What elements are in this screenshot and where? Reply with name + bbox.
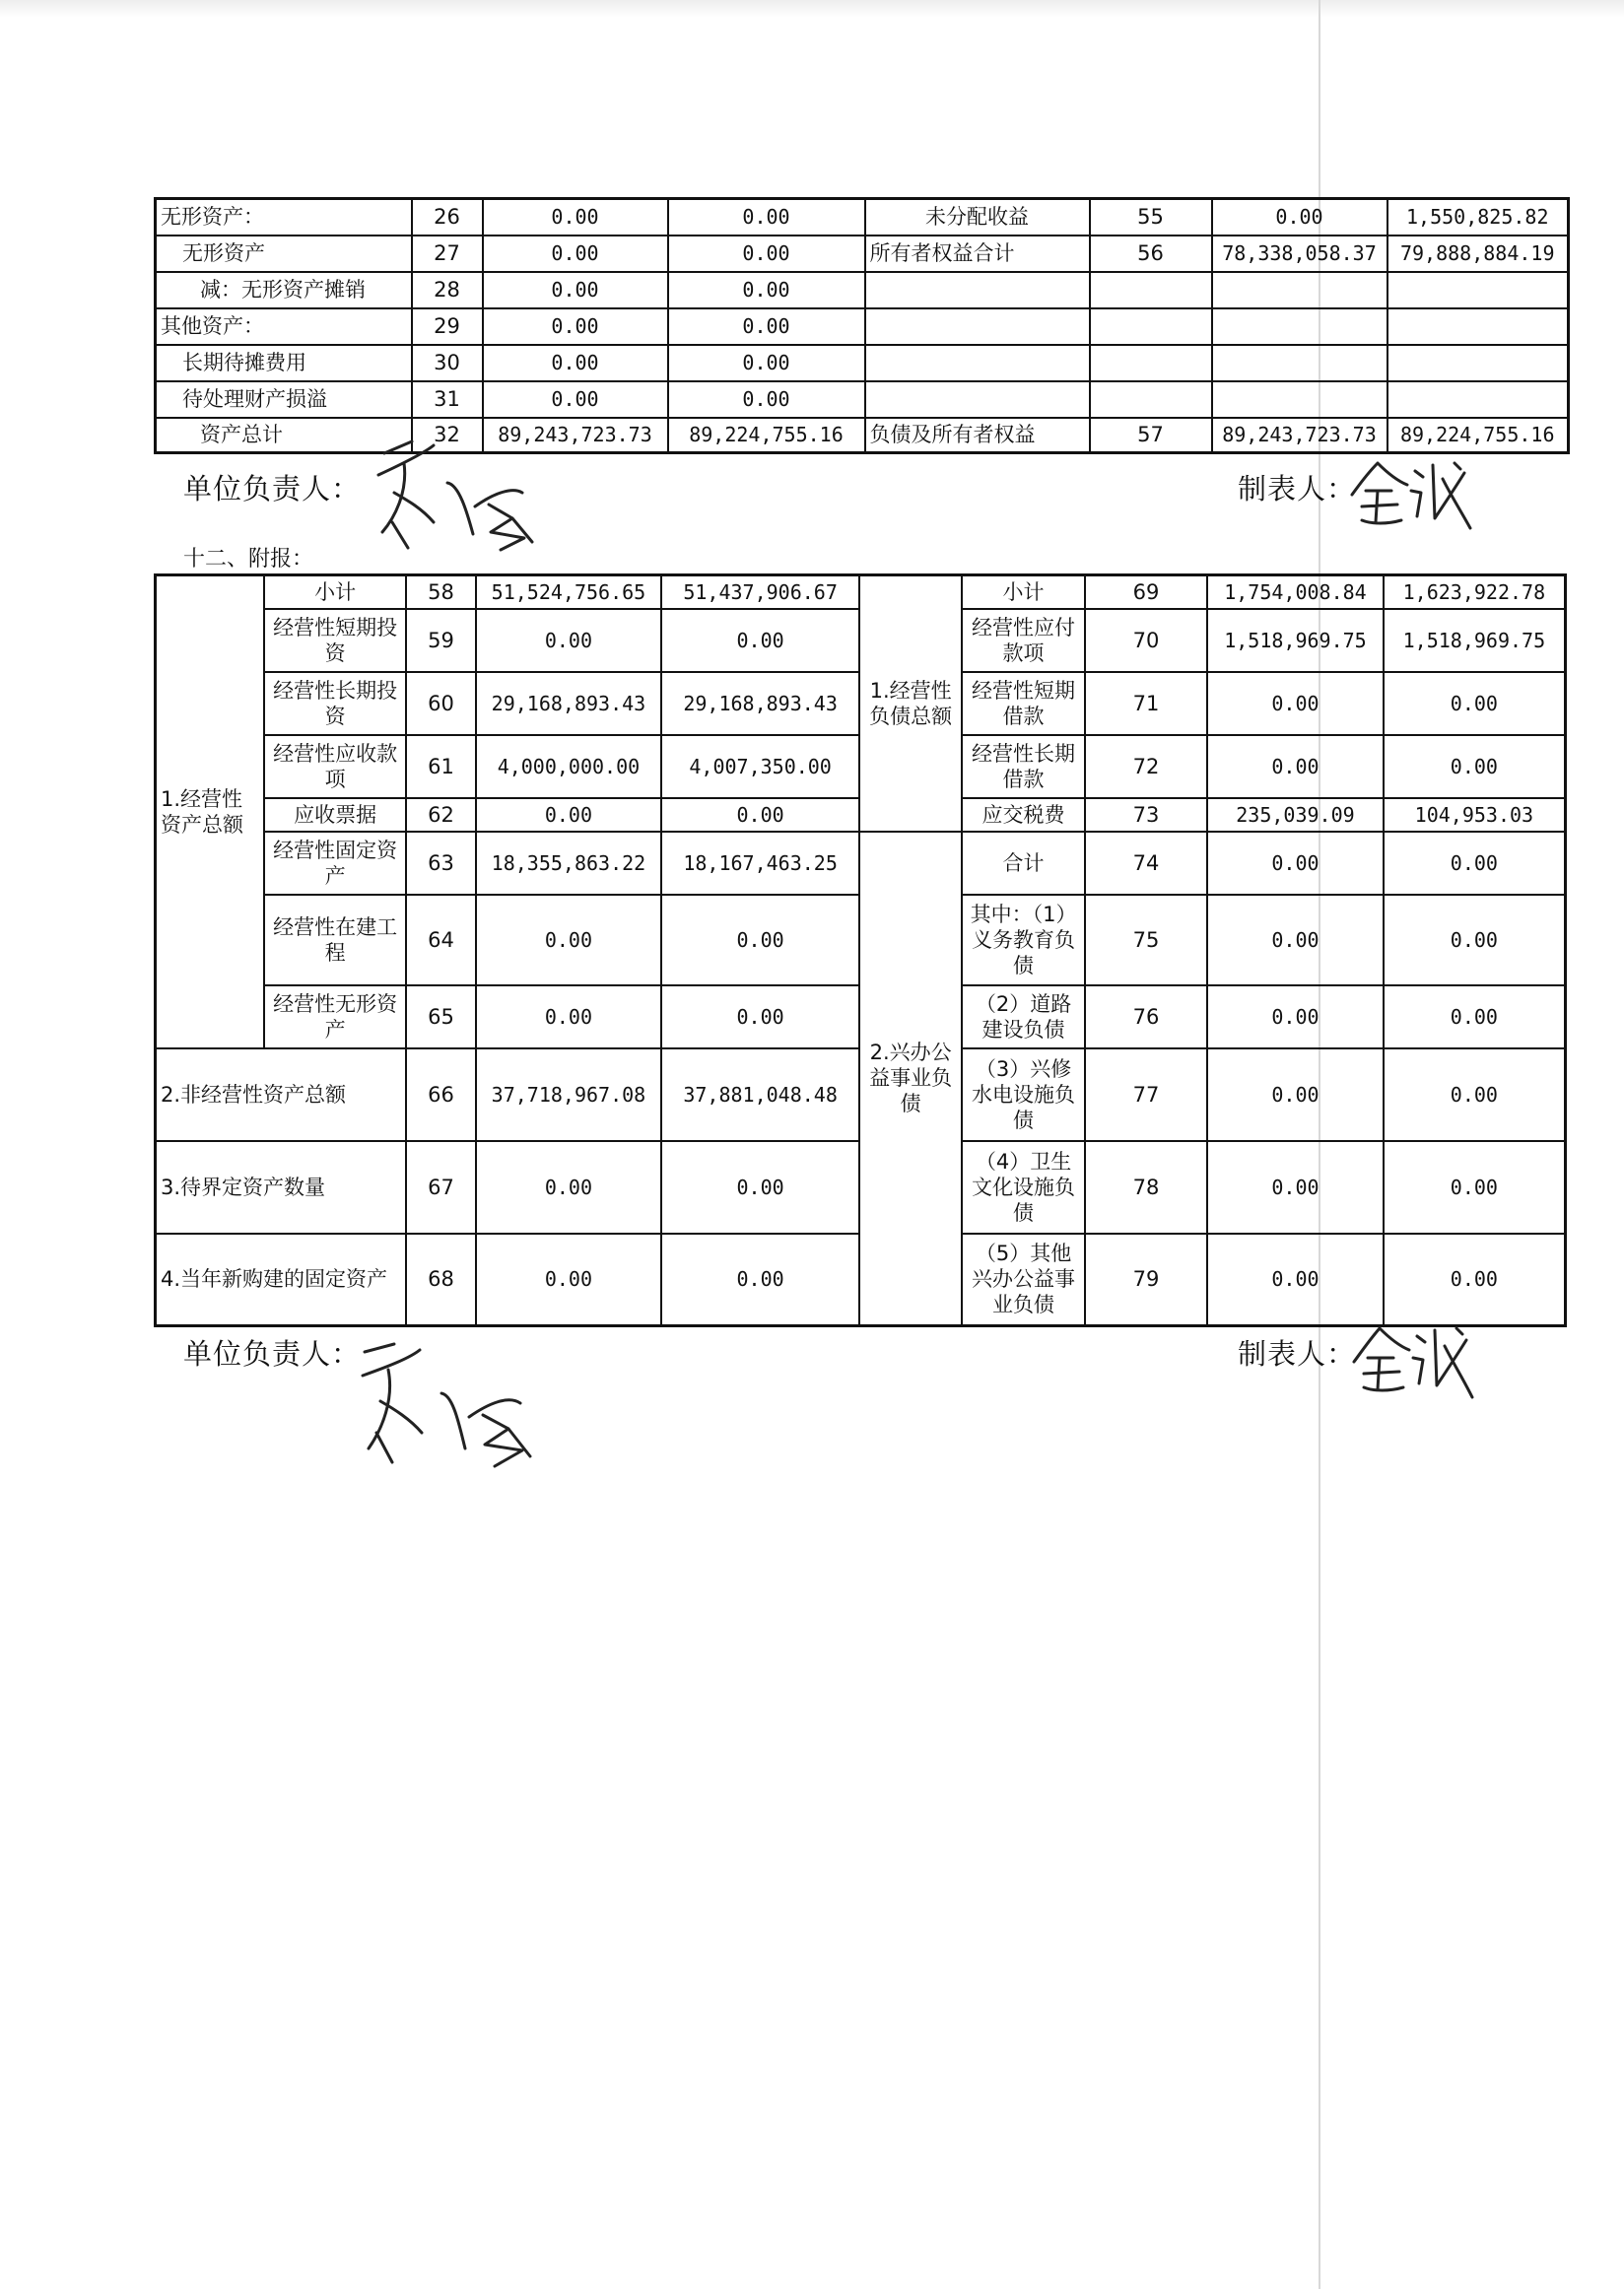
begin-value: 0.00	[483, 381, 668, 418]
line-number: 63	[406, 832, 475, 895]
line-number: 32	[412, 418, 483, 453]
row-item: 其他资产：	[156, 308, 412, 345]
end-value: 0.00	[1384, 895, 1566, 985]
row-item: 经营性长期投资	[264, 672, 407, 735]
preparer-label-2: 制表人：	[1238, 1337, 1357, 1371]
line-number: 70	[1085, 609, 1207, 672]
line-number: 76	[1085, 985, 1207, 1048]
line-number: 77	[1085, 1048, 1207, 1141]
end-value: 0.00	[668, 272, 865, 308]
line-number	[1090, 345, 1212, 381]
begin-value: 51,524,756.65	[476, 575, 662, 609]
begin-value: 0.00	[1207, 1048, 1384, 1141]
row-item: 经营性固定资产	[264, 832, 407, 895]
end-value: 0.00	[661, 895, 859, 985]
unit-head-signature-icon	[365, 424, 552, 557]
row-item: 2.非经营性资产总额	[156, 1048, 407, 1141]
table-row	[156, 345, 1569, 381]
end-value: 79,888,884.19	[1387, 236, 1569, 272]
begin-value: 0.00	[483, 236, 668, 272]
line-number: 78	[1085, 1141, 1207, 1234]
end-value: 0.00	[1384, 735, 1566, 798]
table-row	[156, 199, 1569, 236]
line-number: 65	[406, 985, 475, 1048]
line-number: 68	[406, 1234, 475, 1326]
end-value: 0.00	[668, 308, 865, 345]
operating-liabilities-group-label: 1.经营性负债总额	[859, 575, 962, 832]
begin-value: 0.00	[476, 609, 662, 672]
line-number: 30	[412, 345, 483, 381]
line-number: 27	[412, 236, 483, 272]
table-row	[156, 236, 1569, 272]
begin-value: 29,168,893.43	[476, 672, 662, 735]
line-number: 61	[406, 735, 475, 798]
end-value: 0.00	[1384, 1048, 1566, 1141]
row-item: 待处理财产损溢	[156, 381, 412, 418]
line-number: 62	[406, 798, 475, 832]
end-value: 1,518,969.75	[1384, 609, 1566, 672]
end-value: 0.00	[1384, 1234, 1566, 1326]
preparer-signature-icon	[1348, 455, 1476, 536]
end-value: 89,224,755.16	[1387, 418, 1569, 453]
begin-value: 0.00	[1207, 1141, 1384, 1234]
line-number: 66	[406, 1048, 475, 1141]
begin-value: 0.00	[483, 272, 668, 308]
row-item: 应收票据	[264, 798, 407, 832]
row-item: 3.待界定资产数量	[156, 1141, 407, 1234]
line-number: 67	[406, 1141, 475, 1234]
end-value: 51,437,906.67	[661, 575, 859, 609]
begin-value: 1,754,008.84	[1207, 575, 1384, 609]
begin-value: 89,243,723.73	[1212, 418, 1387, 453]
line-number: 74	[1085, 832, 1207, 895]
line-number	[1090, 308, 1212, 345]
end-value: 0.00	[1384, 672, 1566, 735]
begin-value: 89,243,723.73	[483, 418, 668, 453]
balance-sheet-table	[154, 197, 1570, 454]
appendix-title: 十二、附报：	[183, 547, 314, 572]
begin-value: 18,355,863.22	[476, 832, 662, 895]
line-number: 57	[1090, 418, 1212, 453]
end-value: 0.00	[668, 236, 865, 272]
end-value: 0.00	[668, 199, 865, 236]
begin-value: 0.00	[1212, 199, 1387, 236]
row-item: 减：无形资产摊销	[156, 272, 412, 308]
end-value: 0.00	[1384, 985, 1566, 1048]
end-value: 104,953.03	[1384, 798, 1566, 832]
table-row	[156, 575, 1566, 609]
row-item: （2）道路建设负债	[962, 985, 1084, 1048]
row-item: （4）卫生文化设施负债	[962, 1141, 1084, 1234]
begin-value: 37,718,967.08	[476, 1048, 662, 1141]
begin-value: 0.00	[483, 199, 668, 236]
begin-value: 0.00	[483, 345, 668, 381]
unit-head-label-2: 单位负责人：	[183, 1337, 362, 1371]
line-number	[1090, 381, 1212, 418]
begin-value	[1212, 308, 1387, 345]
row-item: 合计	[962, 832, 1084, 895]
end-value: 0.00	[668, 381, 865, 418]
line-number: 59	[406, 609, 475, 672]
end-value	[1387, 381, 1569, 418]
preparer-signature-2-icon	[1350, 1320, 1478, 1409]
end-value: 0.00	[661, 985, 859, 1048]
end-value: 0.00	[1384, 832, 1566, 895]
line-number: 58	[406, 575, 475, 609]
table-row	[156, 381, 1569, 418]
line-number: 29	[412, 308, 483, 345]
row-item: 资产总计	[156, 418, 412, 453]
end-value: 0.00	[661, 1234, 859, 1326]
row-item: 经营性长期借款	[962, 735, 1084, 798]
row-item: 小计	[962, 575, 1084, 609]
row-item: 长期待摊费用	[156, 345, 412, 381]
row-item: 4.当年新购建的固定资产	[156, 1234, 407, 1326]
end-value: 0.00	[1384, 1141, 1566, 1234]
end-value	[1387, 308, 1569, 345]
row-item: 经营性在建工程	[264, 895, 407, 985]
row-item: 未分配收益	[865, 199, 1090, 236]
line-number: 56	[1090, 236, 1212, 272]
line-number: 64	[406, 895, 475, 985]
line-number: 73	[1085, 798, 1207, 832]
end-value	[1387, 345, 1569, 381]
row-item: 经营性短期投资	[264, 609, 407, 672]
begin-value: 0.00	[476, 798, 662, 832]
line-number: 72	[1085, 735, 1207, 798]
line-number: 31	[412, 381, 483, 418]
row-item: （5）其他兴办公益事业负债	[962, 1234, 1084, 1326]
line-number	[1090, 272, 1212, 308]
appendix-table	[154, 573, 1567, 1327]
row-item: 负债及所有者权益	[865, 418, 1090, 453]
begin-value: 0.00	[1207, 735, 1384, 798]
row-item: 其中：（1）义务教育负债	[962, 895, 1084, 985]
line-number: 28	[412, 272, 483, 308]
line-number: 26	[412, 199, 483, 236]
table-row	[156, 272, 1569, 308]
unit-head-label: 单位负责人：	[183, 472, 362, 505]
line-number: 69	[1085, 575, 1207, 609]
line-number: 71	[1085, 672, 1207, 735]
row-item	[865, 345, 1090, 381]
begin-value	[1212, 272, 1387, 308]
row-item: 无形资产：	[156, 199, 412, 236]
begin-value: 0.00	[1207, 1234, 1384, 1326]
begin-value: 1,518,969.75	[1207, 609, 1384, 672]
begin-value: 0.00	[476, 1234, 662, 1326]
row-item: 经营性无形资产	[264, 985, 407, 1048]
row-item: 经营性短期借款	[962, 672, 1084, 735]
begin-value: 0.00	[476, 1141, 662, 1234]
end-value: 1,623,922.78	[1384, 575, 1566, 609]
table-row	[156, 832, 1566, 895]
row-item: 小计	[264, 575, 407, 609]
row-item: （3）兴修水电设施负债	[962, 1048, 1084, 1141]
begin-value: 0.00	[1207, 672, 1384, 735]
table-row	[156, 308, 1569, 345]
line-number: 79	[1085, 1234, 1207, 1326]
begin-value: 0.00	[476, 985, 662, 1048]
begin-value: 235,039.09	[1207, 798, 1384, 832]
row-item: 经营性应收款项	[264, 735, 407, 798]
end-value	[1387, 272, 1569, 308]
begin-value	[1212, 345, 1387, 381]
row-item: 所有者权益合计	[865, 236, 1090, 272]
row-item: 应交税费	[962, 798, 1084, 832]
begin-value: 0.00	[1207, 895, 1384, 985]
row-item: 无形资产	[156, 236, 412, 272]
end-value: 0.00	[661, 798, 859, 832]
begin-value: 78,338,058.37	[1212, 236, 1387, 272]
begin-value: 0.00	[1207, 832, 1384, 895]
row-item: 经营性应付款项	[962, 609, 1084, 672]
row-item	[865, 308, 1090, 345]
row-item	[865, 272, 1090, 308]
line-number: 75	[1085, 895, 1207, 985]
begin-value: 0.00	[476, 895, 662, 985]
begin-value: 0.00	[483, 308, 668, 345]
begin-value: 4,000,000.00	[476, 735, 662, 798]
end-value: 0.00	[661, 609, 859, 672]
begin-value	[1212, 381, 1387, 418]
public-welfare-liabilities-group-label: 2.兴办公益事业负债	[859, 832, 962, 1326]
end-value: 1,550,825.82	[1387, 199, 1569, 236]
end-value: 0.00	[661, 1141, 859, 1234]
end-value: 0.00	[668, 345, 865, 381]
end-value: 89,224,755.16	[668, 418, 865, 453]
unit-head-signature-2-icon	[355, 1330, 552, 1478]
end-value: 37,881,048.48	[661, 1048, 859, 1141]
end-value: 29,168,893.43	[661, 672, 859, 735]
scan-edge	[0, 0, 1624, 18]
end-value: 4,007,350.00	[661, 735, 859, 798]
end-value: 18,167,463.25	[661, 832, 859, 895]
preparer-label: 制表人：	[1238, 472, 1357, 505]
operating-assets-group-label: 1.经营性资产总额	[156, 575, 264, 1048]
row-item	[865, 381, 1090, 418]
begin-value: 0.00	[1207, 985, 1384, 1048]
line-number: 55	[1090, 199, 1212, 236]
line-number: 60	[406, 672, 475, 735]
